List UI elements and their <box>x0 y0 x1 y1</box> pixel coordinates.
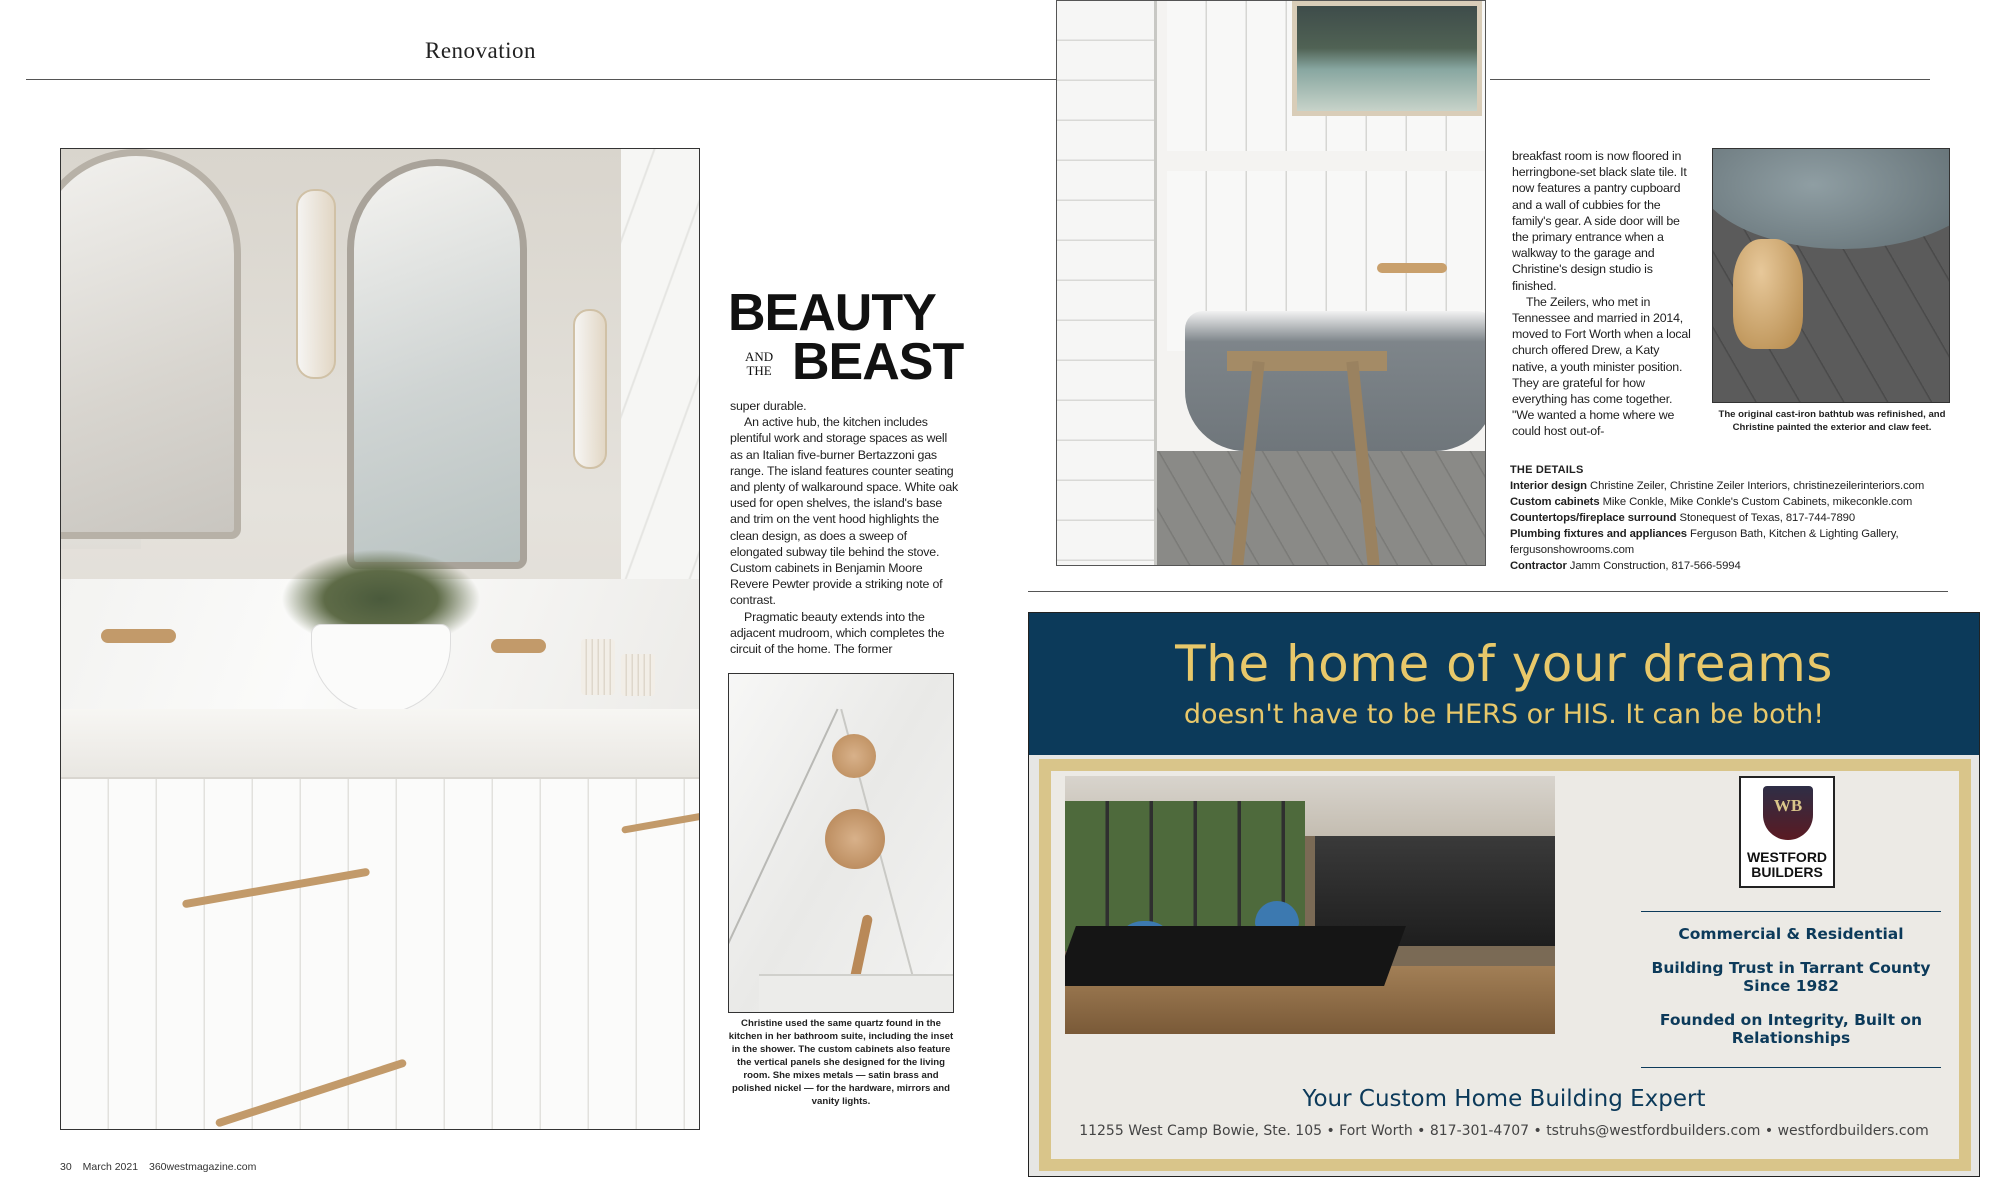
hex-tile-floor <box>1157 451 1486 566</box>
ad-tagline: Building Trust in Tarrant County Since 1982 <box>1651 959 1931 995</box>
claw-foot <box>1733 239 1803 349</box>
ad-tagline: Founded on Integrity, Built on Relationships <box>1659 1011 1923 1047</box>
paragraph: breakfast room is now floored in herringbone-set black slate tile. It now features a pantry cupboard and a wall of cubbies for the family's gear. A side door will be the primary entrance when a walkway to the garage and Christine's design studio is finished. <box>1512 149 1687 293</box>
paragraph: The Zeilers, who met in Tennessee and married in 2014, moved to Fort Worth when a local church offered Drew, a Katy native, a youth minister position. They are grateful for how everything has come together. "We wanted a home where we could host out-of- <box>1512 294 1691 439</box>
canister <box>621 654 655 696</box>
tub-faucet <box>1377 263 1447 273</box>
vanity-cabinets <box>61 779 699 1130</box>
ad-interior-photo <box>1065 776 1555 1034</box>
issue-date: March 2021 <box>82 1161 139 1173</box>
logo-wordmark <box>1741 850 1833 880</box>
website-link[interactable]: 360westmagazine.com <box>148 1161 257 1173</box>
westford-logo <box>1739 776 1835 888</box>
details-item <box>1510 526 1950 558</box>
details-item <box>1510 510 1950 526</box>
ad-divider-rule <box>1028 591 1948 592</box>
ad-rule <box>1641 911 1941 912</box>
header-rule-right <box>1490 79 1930 80</box>
title-the: THE <box>746 363 772 378</box>
logo-line: BUILDERS <box>1751 864 1823 880</box>
article-title-and-the <box>745 350 773 378</box>
shower-photo <box>728 673 954 1013</box>
landscape-painting <box>1292 1 1482 116</box>
details-label: Contractor <box>1510 560 1567 572</box>
ad-tagline: Commercial & Residential <box>1678 925 1904 943</box>
shower-caption: Christine used the same quartz found in the kitchen in her bathroom suite, including the inset in the shower. The custom cabinets also feature the vertical panels she designed for the living room. She mixes metals — satin brass and polished nickel — for the hardware, mirrors and vanity lights. <box>728 1018 954 1107</box>
clawfoot-tub <box>1185 311 1486 451</box>
claw-foot-photo <box>1712 148 1950 403</box>
details-value: Ferguson Bath, Kitchen & Lighting Gallery, fergusonshowrooms.com <box>1510 528 1899 556</box>
details-value: Stonequest of Texas, 817-744-7890 <box>1679 512 1856 524</box>
shower-valve <box>825 809 885 869</box>
ad-subheadline: doesn't have to be HERS or HIS. It can be both! <box>1183 699 1825 730</box>
arched-mirror-right <box>347 159 527 569</box>
paragraph: super durable. <box>730 399 807 413</box>
ad-expert-line: Your Custom Home Building Expert <box>1302 1086 1706 1112</box>
canister <box>581 639 615 695</box>
details-item <box>1510 478 1950 494</box>
ad-headline: The home of your dreams <box>1175 635 1833 693</box>
photo-island <box>1065 926 1406 986</box>
vanity-counter <box>61 709 699 779</box>
paragraph: Pragmatic beauty extends into the adjacent mudroom, which completes the circuit of the home. The former <box>730 609 945 657</box>
page-footer <box>60 1161 264 1173</box>
westford-builders-ad[interactable] <box>1028 612 1980 1177</box>
details-heading: THE DETAILS <box>1510 464 1584 476</box>
details-label: Plumbing fixtures and appliances <box>1510 528 1687 540</box>
ad-rule <box>1641 1067 1941 1068</box>
vanity-photo <box>60 148 700 1130</box>
article-title-beauty: BEAUTY <box>728 284 936 342</box>
arched-mirror-left <box>60 149 241 539</box>
sconce-right <box>573 309 607 469</box>
tub-underside <box>1712 148 1950 249</box>
details-label: Interior design <box>1510 480 1587 492</box>
details-value: Mike Conkle, Mike Conkle's Custom Cabinets, mikeconkle.com <box>1602 496 1913 508</box>
page-number: 30 <box>60 1161 72 1173</box>
header-rule <box>26 79 1056 80</box>
glass-shower <box>1057 1 1157 566</box>
article-column-1 <box>730 398 962 657</box>
marble-vein <box>728 709 839 1000</box>
tub-caption: The original cast-iron bathtub was refinished, and Christine painted the exterior and claw feet. <box>1718 409 1946 433</box>
section-title: Renovation <box>425 38 537 63</box>
details-label: Countertops/fireplace surround <box>1510 512 1677 524</box>
faucet-right <box>491 639 546 653</box>
details-value: Christine Zeiler, Christine Zeiler Interiors, christinezeilerinteriors.com <box>1590 480 1925 492</box>
bathtub-photo <box>1056 0 1486 566</box>
details-list <box>1510 462 1950 574</box>
details-value: Jamm Construction, 817-566-5994 <box>1569 560 1741 572</box>
paragraph: An active hub, the kitchen includes plentiful work and storage spaces as well as an Italian five-burner Bertazzoni gas range. The island features counter seating and plenty of walkaround space. White oak used for open shelves, the island's base and trim on the vent hood highlights the clean design, as does a sweep of elongated subway tile behind the stove. Custom cabinets in Benjamin Moore Revere Pewter provide a striking note of contrast. <box>730 415 959 608</box>
shield-icon: WB <box>1763 786 1813 840</box>
shower-niche-ledge <box>759 974 954 1013</box>
faucet-left <box>101 629 176 643</box>
article-title-beast: BEAST <box>792 333 964 391</box>
details-item <box>1510 494 1950 510</box>
ad-contact-line: 11255 West Camp Bowie, Ste. 105 • Fort Worth • 817-301-4707 • tstruhs@westfordbuilders.com • westfordbuilders.com <box>1079 1123 1929 1139</box>
sconce-left <box>296 189 336 379</box>
details-item <box>1510 558 1950 574</box>
shower-knob <box>832 734 876 778</box>
title-and: AND <box>745 349 774 364</box>
logo-line: WESTFORD <box>1746 849 1828 865</box>
article-column-2 <box>1512 148 1692 440</box>
details-label: Custom cabinets <box>1510 496 1600 508</box>
